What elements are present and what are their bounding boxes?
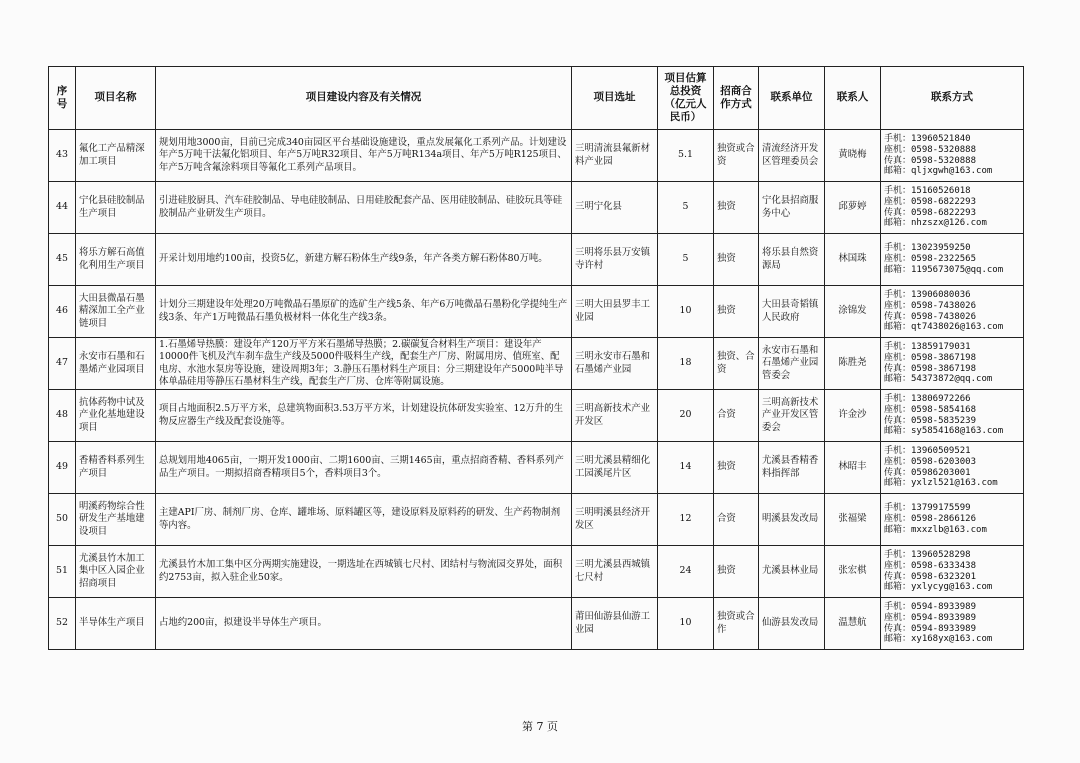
header-contact: 联系方式 xyxy=(881,67,1024,130)
contact-person: 许金沙 xyxy=(825,390,881,442)
header-mode: 招商合作方式 xyxy=(714,67,759,130)
table-row xyxy=(49,234,1024,286)
contact-line: 手机：13806972266 xyxy=(884,393,971,404)
project-name: 香精香料系列生产项目 xyxy=(76,442,156,494)
contact-line: 手机：0594-8933989 xyxy=(884,601,977,612)
row-no: 50 xyxy=(49,494,76,546)
contact-line: 座机：0598-6822293 xyxy=(884,196,977,207)
project-content: 1.石墨烯导热膜：建设年产120万平方米石墨烯导热膜；2.碳碳复合材料生产项目：建设年产10000件飞机及汽车刹车盘生产线及5000件吸料生产线，配套生产厂房、附属用房、值班室、配电房、水池水泵房等设施，建设周期3年；3.静压石墨材料生产项目：分三期建设年产5000吨半导体单晶硅用等静压石墨材料生产线，配套生产厂房、仓库等附属设施。 xyxy=(156,338,572,390)
row-no: 47 xyxy=(49,338,76,390)
project-name: 大田县微晶石墨精深加工全产业链项目 xyxy=(76,286,156,338)
cooperation-mode: 独资 xyxy=(714,182,759,234)
contact-info xyxy=(881,598,1024,650)
project-content: 占地约200亩，拟建设半导体生产项目。 xyxy=(156,598,572,650)
row-no: 46 xyxy=(49,286,76,338)
contact-line: 手机：13960528298 xyxy=(884,549,971,560)
row-no: 52 xyxy=(49,598,76,650)
project-site: 三明清流县氟新材料产业园 xyxy=(572,130,658,182)
project-name: 抗体药物中试及产业化基地建设项目 xyxy=(76,390,156,442)
project-content: 主建API厂房、制剂厂房、仓库、罐堆场、原料罐区等，建设原料及原料药的研发、生产药物制剂等内容。 xyxy=(156,494,572,546)
contact-info xyxy=(881,442,1024,494)
project-site: 三明明溪县经济开发区 xyxy=(572,494,658,546)
contact-info xyxy=(881,390,1024,442)
table-row xyxy=(49,390,1024,442)
contact-line: 座机：0598-6333438 xyxy=(884,560,977,571)
row-no: 43 xyxy=(49,130,76,182)
header-unit: 联系单位 xyxy=(759,67,825,130)
contact-line: 传真：05986203001 xyxy=(884,467,971,478)
page-number: 第 7 页 xyxy=(522,720,558,733)
contact-line: 座机：0594-8933989 xyxy=(884,612,977,623)
project-investment: 24 xyxy=(658,546,714,598)
contact-line: 手机：13960521840 xyxy=(884,133,971,144)
project-investment: 10 xyxy=(658,286,714,338)
contact-unit: 尤溪县香精香料指挥部 xyxy=(759,442,825,494)
contact-person: 黄晓梅 xyxy=(825,130,881,182)
cooperation-mode: 独资 xyxy=(714,546,759,598)
project-table xyxy=(48,66,1024,650)
contact-info xyxy=(881,182,1024,234)
contact-person: 张宏棋 xyxy=(825,546,881,598)
project-investment: 14 xyxy=(658,442,714,494)
project-investment: 18 xyxy=(658,338,714,390)
contact-unit: 三明高新技术产业开发区管委会 xyxy=(759,390,825,442)
project-investment: 5.1 xyxy=(658,130,714,182)
project-investment: 10 xyxy=(658,598,714,650)
table-row xyxy=(49,494,1024,546)
contact-person: 陈胜尧 xyxy=(825,338,881,390)
table-row xyxy=(49,546,1024,598)
contact-person: 林国珠 xyxy=(825,234,881,286)
project-investment: 5 xyxy=(658,234,714,286)
header-site: 项目选址 xyxy=(572,67,658,130)
table-header-row xyxy=(49,67,1024,130)
project-content: 项目占地面积2.5万平方米，总建筑物面积3.53万平方米，计划建设抗体研发实验室、12万升的生物反应器生产线及配套设施等。 xyxy=(156,390,572,442)
contact-line: 手机：13859179031 xyxy=(884,341,971,352)
project-site: 三明高新技术产业开发区 xyxy=(572,390,658,442)
contact-info xyxy=(881,494,1024,546)
contact-line: 座机：0598-5854168 xyxy=(884,404,977,415)
contact-unit: 将乐县自然资源局 xyxy=(759,234,825,286)
contact-line: 传真：0598-5320888 xyxy=(884,155,977,166)
contact-unit: 清流经济开发区管理委员会 xyxy=(759,130,825,182)
contact-line: 邮箱：mxxzlb@163.com xyxy=(884,524,987,535)
contact-unit: 明溪县发改局 xyxy=(759,494,825,546)
contact-person: 涂锦发 xyxy=(825,286,881,338)
contact-line: 邮箱：54373872@qq.com xyxy=(884,374,993,385)
project-site: 三明宁化县 xyxy=(572,182,658,234)
project-site: 三明尤溪县西城镇七尺村 xyxy=(572,546,658,598)
project-investment: 12 xyxy=(658,494,714,546)
contact-line: 手机：13960509521 xyxy=(884,445,971,456)
contact-unit: 大田县奇韬镇人民政府 xyxy=(759,286,825,338)
contact-info xyxy=(881,546,1024,598)
header-investment: 项目估算总投资（亿元人民币） xyxy=(658,67,714,130)
contact-line: 座机：0598-2866126 xyxy=(884,514,977,525)
project-content: 计划分三期建设年处理20万吨微晶石墨原矿的选矿生产线5条、年产6万吨微晶石墨粉化学提纯生产线3条、年产1万吨微晶石墨负极材料一体化生产线3条。 xyxy=(156,286,572,338)
contact-line: 手机：13023959250 xyxy=(884,243,971,254)
project-name: 半导体生产项目 xyxy=(76,598,156,650)
header-person: 联系人 xyxy=(825,67,881,130)
cooperation-mode: 独资 xyxy=(714,286,759,338)
contact-info xyxy=(881,286,1024,338)
project-site: 三明大田县罗丰工业园 xyxy=(572,286,658,338)
table-row xyxy=(49,442,1024,494)
project-content: 尤溪县竹木加工集中区分两期实施建设，一期选址在西城镇七尺村、团结村与物流园交界处，面积约2753亩，拟入驻企业50家。 xyxy=(156,546,572,598)
cooperation-mode: 独资或合资 xyxy=(714,130,759,182)
header-name: 项目名称 xyxy=(76,67,156,130)
project-name: 氟化工产品精深加工项目 xyxy=(76,130,156,182)
contact-unit: 永安市石墨和石墨烯产业园管委会 xyxy=(759,338,825,390)
row-no: 51 xyxy=(49,546,76,598)
contact-unit: 尤溪县林业局 xyxy=(759,546,825,598)
contact-line: 邮箱：xy168yx@163.com xyxy=(884,634,993,645)
project-name: 将乐方解石高值化利用生产项目 xyxy=(76,234,156,286)
project-content: 引进硅胶厨具、汽车硅胶制品、导电硅胶制品、日用硅胶配套产品、医用硅胶制品、硅胶玩具等硅胶制品产业研发生产项目。 xyxy=(156,182,572,234)
contact-line: 邮箱：yxlzl521@163.com xyxy=(884,478,998,489)
contact-person: 林昭丰 xyxy=(825,442,881,494)
row-no: 44 xyxy=(49,182,76,234)
contact-unit: 仙游县发改局 xyxy=(759,598,825,650)
project-name: 宁化县硅胶制品生产项目 xyxy=(76,182,156,234)
header-no: 序号 xyxy=(49,67,76,130)
contact-info xyxy=(881,130,1024,182)
row-no: 48 xyxy=(49,390,76,442)
row-no: 45 xyxy=(49,234,76,286)
contact-line: 邮箱：1195673075@qq.com xyxy=(884,264,1004,275)
contact-line: 传真：0598-6822293 xyxy=(884,207,977,218)
project-site: 三明尤溪县精细化工园溪尾片区 xyxy=(572,442,658,494)
table-row xyxy=(49,286,1024,338)
contact-person: 邱萝婷 xyxy=(825,182,881,234)
project-name: 明溪药物综合性研发生产基地建设项目 xyxy=(76,494,156,546)
contact-line: 座机：0598-2322565 xyxy=(884,254,977,265)
contact-line: 座机：0598-6203003 xyxy=(884,456,977,467)
project-name: 尤溪县竹木加工集中区入园企业招商项目 xyxy=(76,546,156,598)
contact-person: 张福梁 xyxy=(825,494,881,546)
contact-line: 座机：0598-3867198 xyxy=(884,352,977,363)
project-site: 莆田仙游县仙游工业园 xyxy=(572,598,658,650)
cooperation-mode: 独资 xyxy=(714,234,759,286)
project-content: 规划用地3000亩，目前已完成340亩园区平台基础设施建设，重点发展氟化工系列产品。计划建设年产5万吨干法氟化铝项目、年产5万吨R32项目、年产5万吨R134a项目、年产5万吨R125项目、年产5万吨含氟涂料项目等氟化工系列产品项目。 xyxy=(156,130,572,182)
project-site: 三明将乐县万安镇寺许村 xyxy=(572,234,658,286)
contact-line: 手机：15160526018 xyxy=(884,185,971,196)
contact-info xyxy=(881,234,1024,286)
contact-line: 邮箱：yxlycyg@163.com xyxy=(884,582,993,593)
contact-line: 手机：13799175599 xyxy=(884,503,971,514)
contact-line: 传真：0598-5835239 xyxy=(884,415,977,426)
project-content: 总规划用地4065亩，一期开发1000亩、二期1600亩、三期1465亩，重点招商香精、香料系列产品生产项目。一期拟招商香精项目5个，香料项目3个。 xyxy=(156,442,572,494)
contact-line: 邮箱：qljxgwh@163.com xyxy=(884,166,993,177)
cooperation-mode: 合资 xyxy=(714,494,759,546)
contact-line: 座机：0598-5320888 xyxy=(884,144,977,155)
contact-line: 传真：0598-6323201 xyxy=(884,571,977,582)
project-name: 永安市石墨和石墨烯产业园项目 xyxy=(76,338,156,390)
cooperation-mode: 独资 xyxy=(714,442,759,494)
contact-line: 邮箱：qt7438026@163.com xyxy=(884,322,1004,333)
project-content: 开采计划用地约100亩，投资5亿，新建方解石粉体生产线9条，年产各类方解石粉体80万吨。 xyxy=(156,234,572,286)
contact-line: 手机：13906080036 xyxy=(884,289,971,300)
contact-person: 温慧航 xyxy=(825,598,881,650)
contact-line: 邮箱：sy5854168@163.com xyxy=(884,426,1004,437)
contact-info xyxy=(881,338,1024,390)
contact-line: 座机：0598-7438026 xyxy=(884,300,977,311)
project-site: 三明永安市石墨和石墨烯产业园 xyxy=(572,338,658,390)
contact-line: 传真：0594-8933989 xyxy=(884,623,977,634)
cooperation-mode: 合资 xyxy=(714,390,759,442)
table-row xyxy=(49,598,1024,650)
contact-line: 传真：0598-3867198 xyxy=(884,363,977,374)
row-no: 49 xyxy=(49,442,76,494)
contact-unit: 宁化县招商服务中心 xyxy=(759,182,825,234)
header-content: 项目建设内容及有关情况 xyxy=(156,67,572,130)
table-row xyxy=(49,182,1024,234)
contact-line: 传真：0598-7438026 xyxy=(884,311,977,322)
project-investment: 5 xyxy=(658,182,714,234)
table-row xyxy=(49,338,1024,390)
cooperation-mode: 独资、合资 xyxy=(714,338,759,390)
table-row xyxy=(49,130,1024,182)
cooperation-mode: 独资或合作 xyxy=(714,598,759,650)
project-investment: 20 xyxy=(658,390,714,442)
contact-line: 邮箱：nhzszx@126.com xyxy=(884,218,987,229)
